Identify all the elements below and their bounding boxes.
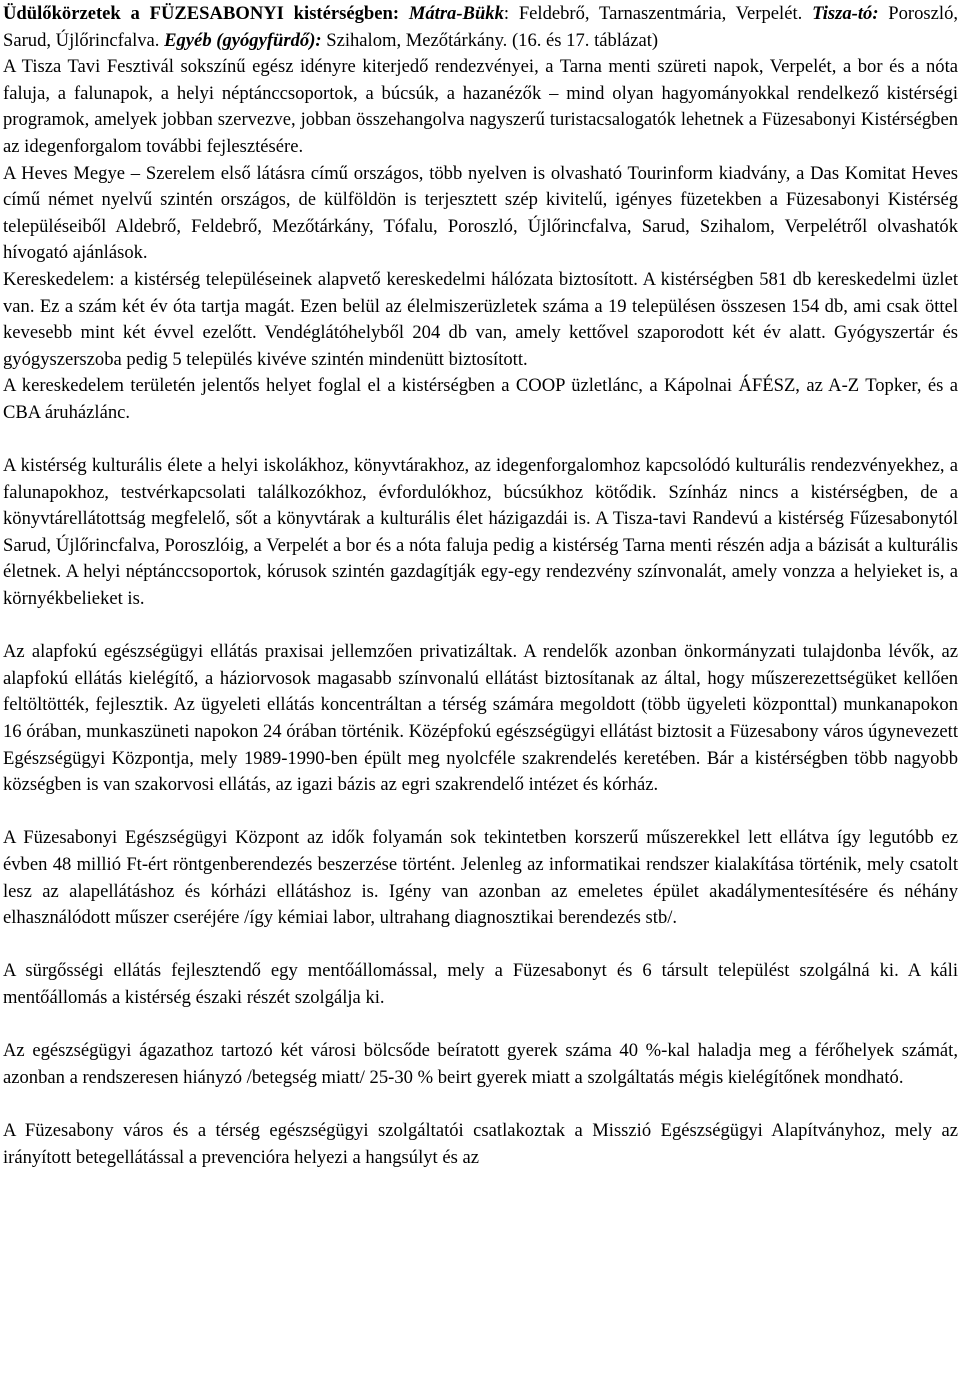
paragraph-gap	[3, 427, 958, 454]
region-tisza-to-places: Poroszló, Sarud, Újlőrincfalva.	[3, 3, 959, 51]
region-matra-bukk: Mátra-Bükk	[408, 3, 504, 24]
paragraph-gap	[3, 799, 958, 826]
paragraph-retail-chains: A kereskedelem területén jelentős helyet foglal el a kistérségben a COOP üzletlánc, a Kápolnai ÁFÉSZ, az A-Z Topker, és a CBA áruházlánc.	[3, 375, 958, 423]
paragraph-gap	[3, 613, 958, 640]
paragraph-nursery: Az egészségügyi ágazathoz tartozó két városi bölcsőde beíratott gyerek száma 40 %-kal haladja meg a férőhelyek számát, azonban a rendszeresen hiányzó /betegség miatt/ 25-30 % beirt gyerek miatt a szolgáltatás mégis kielégítőnek mondható.	[3, 1040, 958, 1088]
region-gyogyfurdo-places: Szihalom, Mezőtárkány. (16. és 17. táblázat)	[321, 29, 659, 51]
paragraph-emergency: A sürgősségi ellátás fejlesztendő egy mentőállomással, mely a Füzesabonyt és 6 társult települést szolgálná ki. A káli mentőállomás a kistérség északi részét szolgálja ki.	[3, 960, 958, 1008]
intro-lead: Üdülőkörzetek a FÜZESABONYI kistérségben:	[3, 3, 400, 24]
region-matra-bukk-places: : Feldebrő, Tarnaszentmária, Verpelét.	[503, 3, 803, 24]
intro-paragraph	[3, 1, 958, 54]
paragraph-gap	[3, 1012, 958, 1039]
paragraph-foundation: A Füzesabony város és a térség egészségügyi szolgáltatói csatlakoztak a Misszió Egészségügyi Alapítványhoz, mely az irányított betegellátással a prevencióra helyezi a hangsúlyt és az	[3, 1119, 958, 1168]
paragraph-gap	[3, 932, 958, 959]
region-gyogyfurdo: Egyéb (gyógyfürdő):	[164, 29, 322, 51]
region-tisza-to: Tisza-tó:	[812, 3, 879, 24]
paragraph-gap	[3, 1091, 958, 1118]
paragraph-commerce: Kereskedelem: a kistérség településeinek alapvető kereskedelmi hálózata biztosított. A kistérségben 581 db kereskedelmi üzlet van. Ez a szám két év óta tartja magát. Ezen belül az élelmiszerüzletek száma a 19 településen összesen 154 db, ami csak öttel kevesebb mint két évvel ezelőtt. Vendéglátóhelyből 204 db van, amely kettővel szaporodott két év alatt. Gyógyszertár és gyógyszerszoba pedig 5 település kivéve szintén mindenütt biztosított.	[3, 268, 958, 370]
paragraph-festivals: A Tisza Tavi Fesztivál sokszínű egész idényre kiterjedő rendezvényei, a Tarna menti szüreti napok, Verpelét, a bor és a nóta faluja, a falunapok, a helyi néptánccsoportok, a búcsúk, a hazanézők – mind olyan hagyományokkal rendelkező kistérségi programok, amelyek jobban szervezve, jobban összehangolva nagyszerű turistacsalogatók lehetnek a Füzesabonyi Kistérségben az idegenforgalom további fejlesztésére.	[3, 56, 958, 157]
paragraph-health-center: A Füzesabonyi Egészségügyi Központ az idők folyamán sok tekintetben korszerű műszerekkel lett ellátva így legutóbb ez évben 48 millió Ft-ért röntgenberendezés beszerzése történt. Jelenleg az informatikai rendszer kialakítása történik, mely csatolt lesz az alapellátáshoz és kórházi ellátáshoz is. Igény van azonban az emeletes épület akadálymentesítésére és néhány elhasználódott műszer cseréjére /így kémiai labor, ultrahang diagnosztikai berendezés stb/.	[3, 827, 958, 929]
paragraph-primary-care: Az alapfokú egészségügyi ellátás praxisai jellemzően privatizáltak. A rendelők azonban önkormányzati tulajdonba lévők, az alapfokú ellátás kielégítő, a háziorvosok magasabb színvonalú ellátást biztosítanak az által, hogy műszerezettségüket kellően feltöltötték, fejlesztik. Az ügyeleti ellátás koncentráltan a térség számára megoldott (több ügyeleti központtal) munkanapokon 16 órában, munkaszüneti napokon 24 órában történik. Középfokú egészségügyi ellátást biztosit a Füzesabony város úgynevezett Egészségügyi Központja, mely 1989-1990-ben épült meg nyolcféle szakrendelés keretében. Bár a kistérségben több nagyobb községben is van szakorvosi ellátás, az igazi bázis az egri szakrendelő intézet és kórház.	[3, 641, 958, 796]
paragraph-culture: A kistérség kulturális élete a helyi iskolákhoz, könyvtárakhoz, az idegenforgalomhoz kapcsolódó kulturális rendezvényekhez, a falunapokhoz, testvérkapcsolati találkozókhoz, évfordulókhoz, búcsúkhoz kötődik. Színház nincs a kistérségben, de a könyvtárellátottság megfelelő, sőt a könyvtárak a kulturális élet házigazdái is. A Tisza-tavi Randevú a kistérség Fűzesabonytól Sarud, Újlőrincfalva, Poroszlóig, a Verpelét a bor és a nóta faluja pedig a kistérség Tarna menti részén adja a bázisát a kulturális életnek. A helyi néptánccsoportok, kórusok szintén gazdagítják egy-egy rendezvény színvonalát, amely vonzza a helyieket is, a környékbelieket is.	[3, 455, 958, 610]
paragraph-tourinform: A Heves Megye – Szerelem első látásra című országos, több nyelven is olvasható Tourinform kiadvány, a Das Komitat Heves című német nyelvű szintén országos, de külföldön is terjesztett szép kivitelű, igényes füzetekben a Füzesabonyi Kistérség településeiből Aldebrő, Feldebrő, Mezőtárkány, Tófalu, Poroszló, Újlőrincfalva, Sarud, Szihalom, Verpelétről olvashatók hívogató ajánlások.	[3, 162, 958, 264]
